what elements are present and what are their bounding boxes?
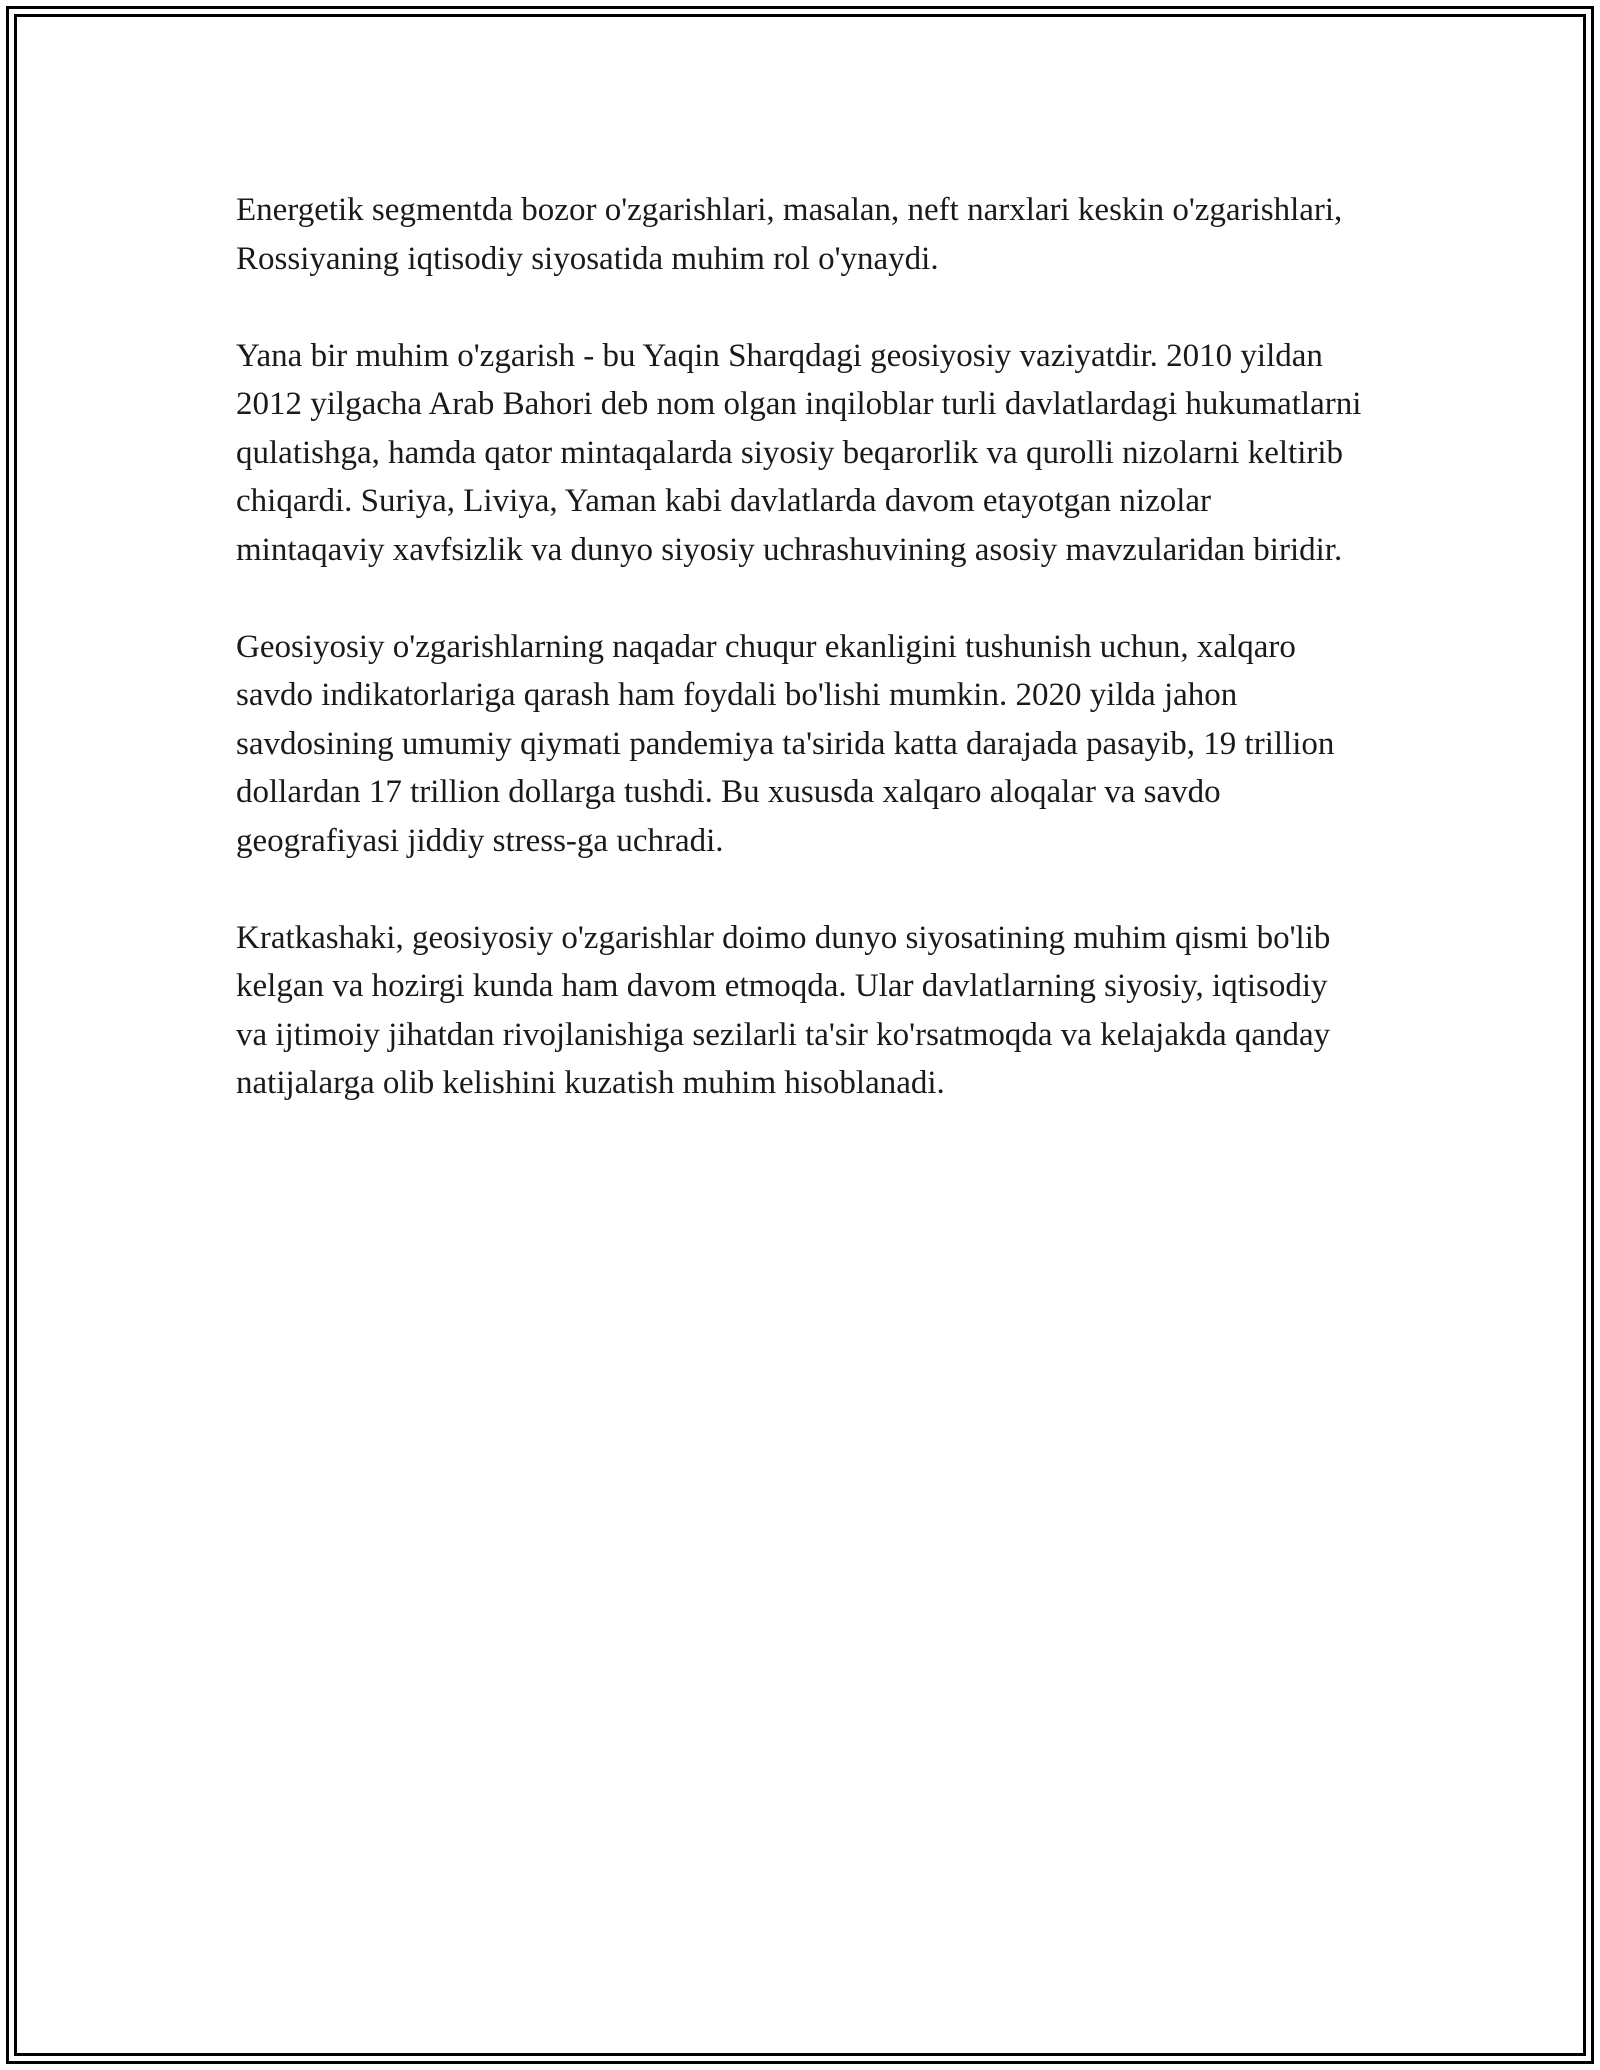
document-body — [236, 186, 1366, 1156]
paragraph-trade: Geosiyosiy o'zgarishlarning naqadar chuqur ekanligini tushunish uchun, xalqaro savdo indikatorlariga qarash ham foydali bo'lishi mumkin. 2020 yilda jahon savdosining umumiy qiymati pandemiya ta'sirida katta darajada pasayib, 19 trillion dollardan 17 trillion dollarga tushdi. Bu xususda xalqaro aloqalar va savdo geografiyasi jiddiy stress-ga uchradi. — [236, 628, 1335, 859]
paragraph-middle-east: Yana bir muhim o'zgarish - bu Yaqin Sharqdagi geosiyosiy vaziyatdir. 2010 yildan 2012 yilgacha Arab Bahori deb nom olgan inqiloblar turli davlatlardagi hukumatlarni qulatishga, hamda qator mintaqalarda siyosiy beqarorlik va qurolli nizolarni keltirib chiqardi. Suriya, Liviya, Yaman kabi davlatlarda davom etayotgan nizolar mintaqaviy xavfsizlik va dunyo siyosiy uchrashuvining asosiy mavzularidan biridir. — [236, 337, 1362, 568]
paragraph-energy: Energetik segmentda bozor o'zgarishlari, masalan, neft narxlari keskin o'zgarishlari, Rossiyaning iqtisodiy siyosatida muhim rol o'ynaydi. — [236, 192, 1343, 277]
paragraph-conclusion: Kratkashaki, geosiyosiy o'zgarishlar doimo dunyo siyosatining muhim qismi bo'lib kelgan va hozirgi kunda ham davom etmoqda. Ular davlatlarning siyosiy, iqtisodiy va ijtimoiy jihatdan rivojlanishiga sezilarli ta'sir ko'rsatmoqda va kelajakda qanday natijalarga olib kelishini kuzatish muhim hisoblanadi. — [236, 919, 1331, 1101]
